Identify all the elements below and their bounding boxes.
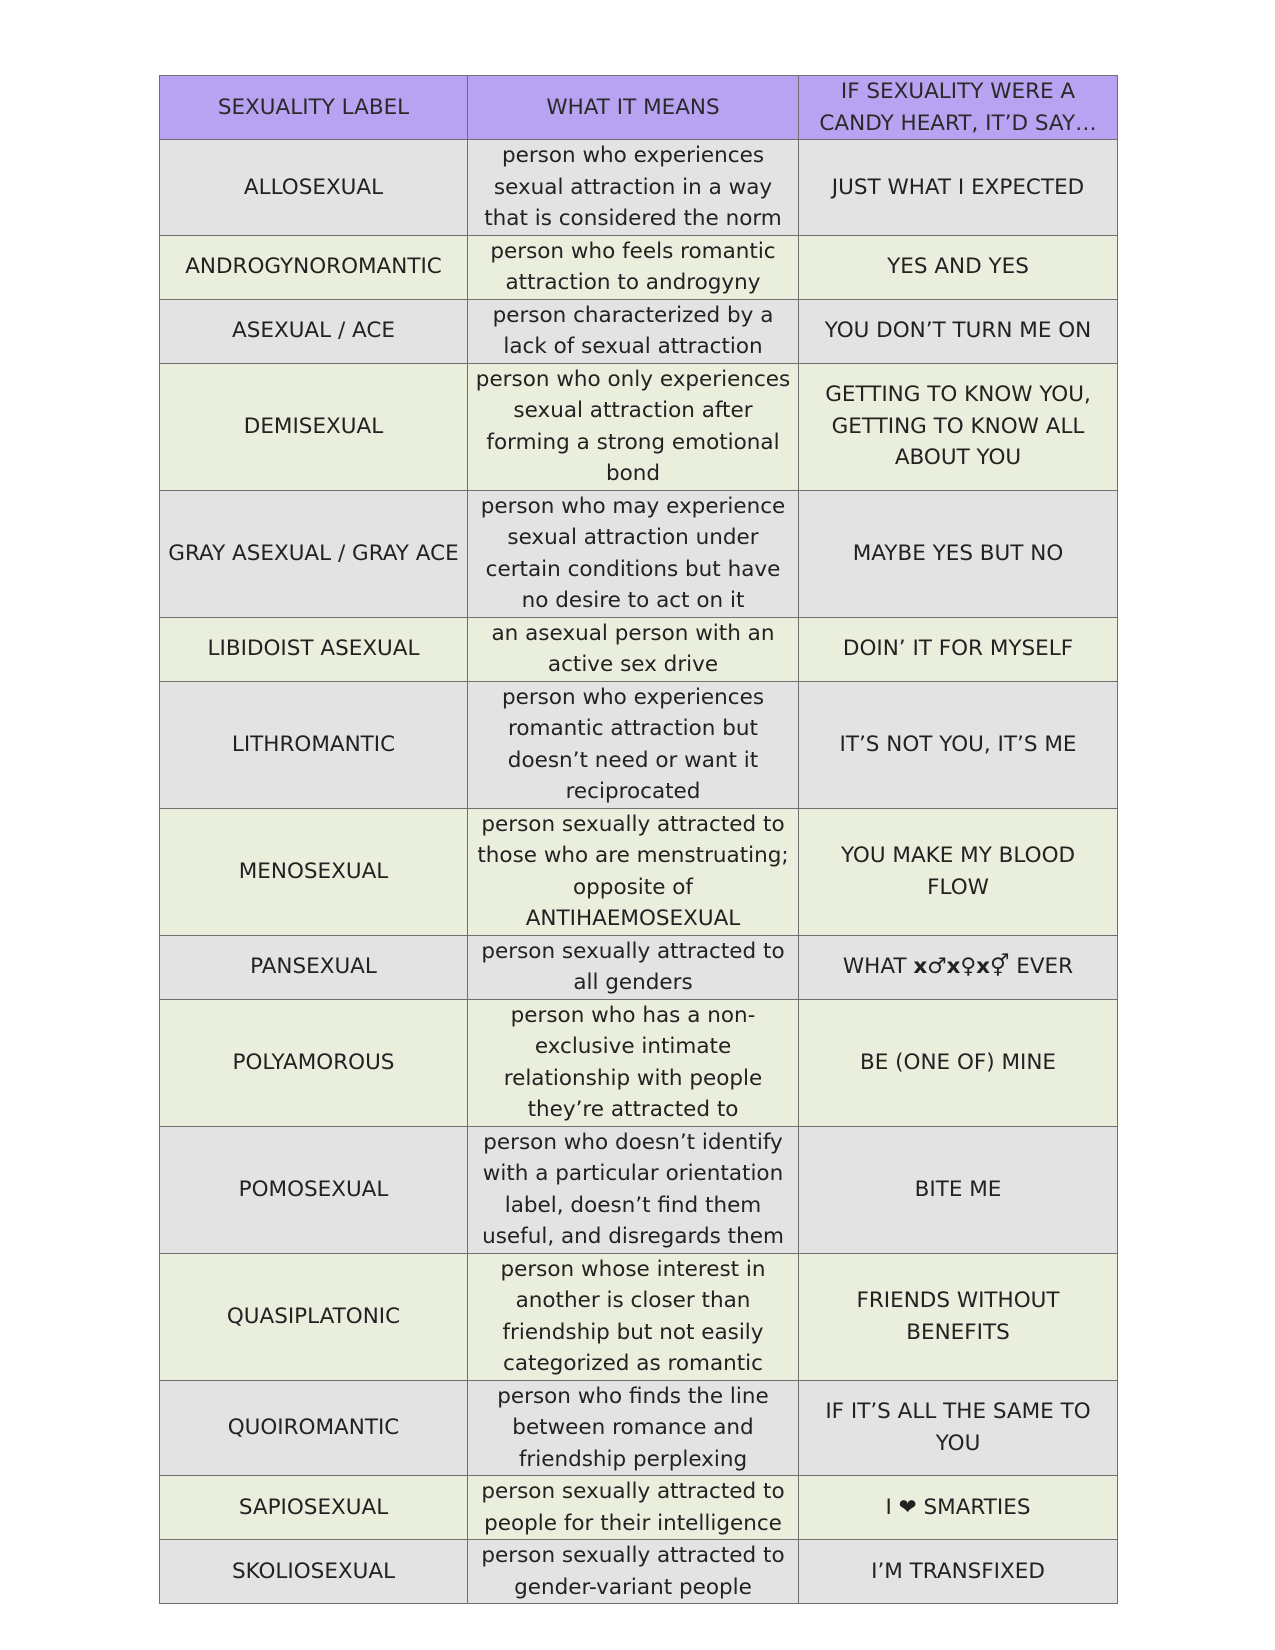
candy-cell: GETTING TO KNOW YOU, GETTING TO KNOW ALL ABOUT YOU — [799, 363, 1118, 490]
candy-cell: YES AND YES — [799, 235, 1118, 299]
candy-text-post: SMARTIES — [916, 1494, 1031, 1520]
table-row — [160, 617, 1118, 681]
candy-cell: IF IT’S ALL THE SAME TO YOU — [799, 1380, 1118, 1476]
label-cell: POLYAMOROUS — [160, 999, 468, 1126]
header-sexuality-label: SEXUALITY LABEL — [160, 76, 468, 140]
meaning-cell: person who may experience sexual attraction under certain conditions but have no desire to act on it — [468, 490, 799, 617]
label-cell: QUASIPLATONIC — [160, 1253, 468, 1380]
table-row — [160, 235, 1118, 299]
meaning-cell: person who feels romantic attraction to androgyny — [468, 235, 799, 299]
candy-cell — [799, 1476, 1118, 1540]
table-row — [160, 1253, 1118, 1380]
candy-cell: YOU DON’T TURN ME ON — [799, 299, 1118, 363]
gender-symbols-icon: x♂x♀x⚥ — [913, 954, 1010, 980]
table-row — [160, 1540, 1118, 1604]
meaning-cell: person who finds the line between romance and friendship perplexing — [468, 1380, 799, 1476]
label-cell: LIBIDOIST ASEXUAL — [160, 617, 468, 681]
candy-text-post: EVER — [1009, 954, 1074, 980]
meaning-cell: person sexually attracted to all genders — [468, 935, 799, 999]
table-row — [160, 681, 1118, 808]
candy-cell: BITE ME — [799, 1126, 1118, 1253]
label-cell: LITHROMANTIC — [160, 681, 468, 808]
meaning-cell: person who experiences romantic attraction but doesn’t need or want it reciprocated — [468, 681, 799, 808]
meaning-cell: an asexual person with an active sex drive — [468, 617, 799, 681]
meaning-cell: person who experiences sexual attraction in a way that is considered the norm — [468, 140, 799, 236]
header-row — [160, 76, 1118, 140]
heart-icon: ❤ — [898, 1494, 917, 1520]
table-header — [160, 76, 1118, 140]
label-cell: GRAY ASEXUAL / GRAY ACE — [160, 490, 468, 617]
table-row — [160, 1380, 1118, 1476]
label-cell: SAPIOSEXUAL — [160, 1476, 468, 1540]
meaning-cell: person who doesn’t identify with a particular orientation label, doesn’t find them useful, and disregards them — [468, 1126, 799, 1253]
label-cell: ANDROGYNOROMANTIC — [160, 235, 468, 299]
sexuality-label-table — [159, 75, 1118, 1604]
candy-cell: DOIN’ IT FOR MYSELF — [799, 617, 1118, 681]
label-cell: DEMISEXUAL — [160, 363, 468, 490]
table-row — [160, 1126, 1118, 1253]
header-candy-heart: IF SEXUALITY WERE A CANDY HEART, IT’D SAY… — [799, 76, 1118, 140]
candy-text-pre: WHAT — [842, 954, 914, 980]
meaning-cell: person sexually attracted to gender-variant people — [468, 1540, 799, 1604]
meaning-cell: person sexually attracted to those who are menstruating; opposite of ANTIHAEMOSEXUAL — [468, 808, 799, 935]
meaning-cell: person whose interest in another is closer than friendship but not easily categorized as romantic — [468, 1253, 799, 1380]
label-cell: QUOIROMANTIC — [160, 1380, 468, 1476]
table-row — [160, 490, 1118, 617]
table-row — [160, 808, 1118, 935]
table-row — [160, 935, 1118, 999]
candy-text-pre: I — [885, 1494, 899, 1520]
candy-cell — [799, 935, 1118, 999]
candy-cell: FRIENDS WITHOUT BENEFITS — [799, 1253, 1118, 1380]
table-body — [160, 140, 1118, 1604]
label-cell: ASEXUAL / ACE — [160, 299, 468, 363]
table-row — [160, 363, 1118, 490]
label-cell: MENOSEXUAL — [160, 808, 468, 935]
table-row — [160, 299, 1118, 363]
candy-cell: IT’S NOT YOU, IT’S ME — [799, 681, 1118, 808]
candy-cell: I’M TRANSFIXED — [799, 1540, 1118, 1604]
candy-cell: BE (ONE OF) MINE — [799, 999, 1118, 1126]
label-cell: POMOSEXUAL — [160, 1126, 468, 1253]
label-cell: SKOLIOSEXUAL — [160, 1540, 468, 1604]
label-cell: PANSEXUAL — [160, 935, 468, 999]
label-cell: ALLOSEXUAL — [160, 140, 468, 236]
candy-cell: MAYBE YES BUT NO — [799, 490, 1118, 617]
table-row — [160, 999, 1118, 1126]
table-row — [160, 1476, 1118, 1540]
meaning-cell: person characterized by a lack of sexual attraction — [468, 299, 799, 363]
candy-cell: YOU MAKE MY BLOOD FLOW — [799, 808, 1118, 935]
meaning-cell: person who has a non-exclusive intimate relationship with people they’re attracted to — [468, 999, 799, 1126]
meaning-cell: person sexually attracted to people for their intelligence — [468, 1476, 799, 1540]
table-row — [160, 140, 1118, 236]
candy-cell: JUST WHAT I EXPECTED — [799, 140, 1118, 236]
header-what-it-means: WHAT IT MEANS — [468, 76, 799, 140]
meaning-cell: person who only experiences sexual attraction after forming a strong emotional bond — [468, 363, 799, 490]
